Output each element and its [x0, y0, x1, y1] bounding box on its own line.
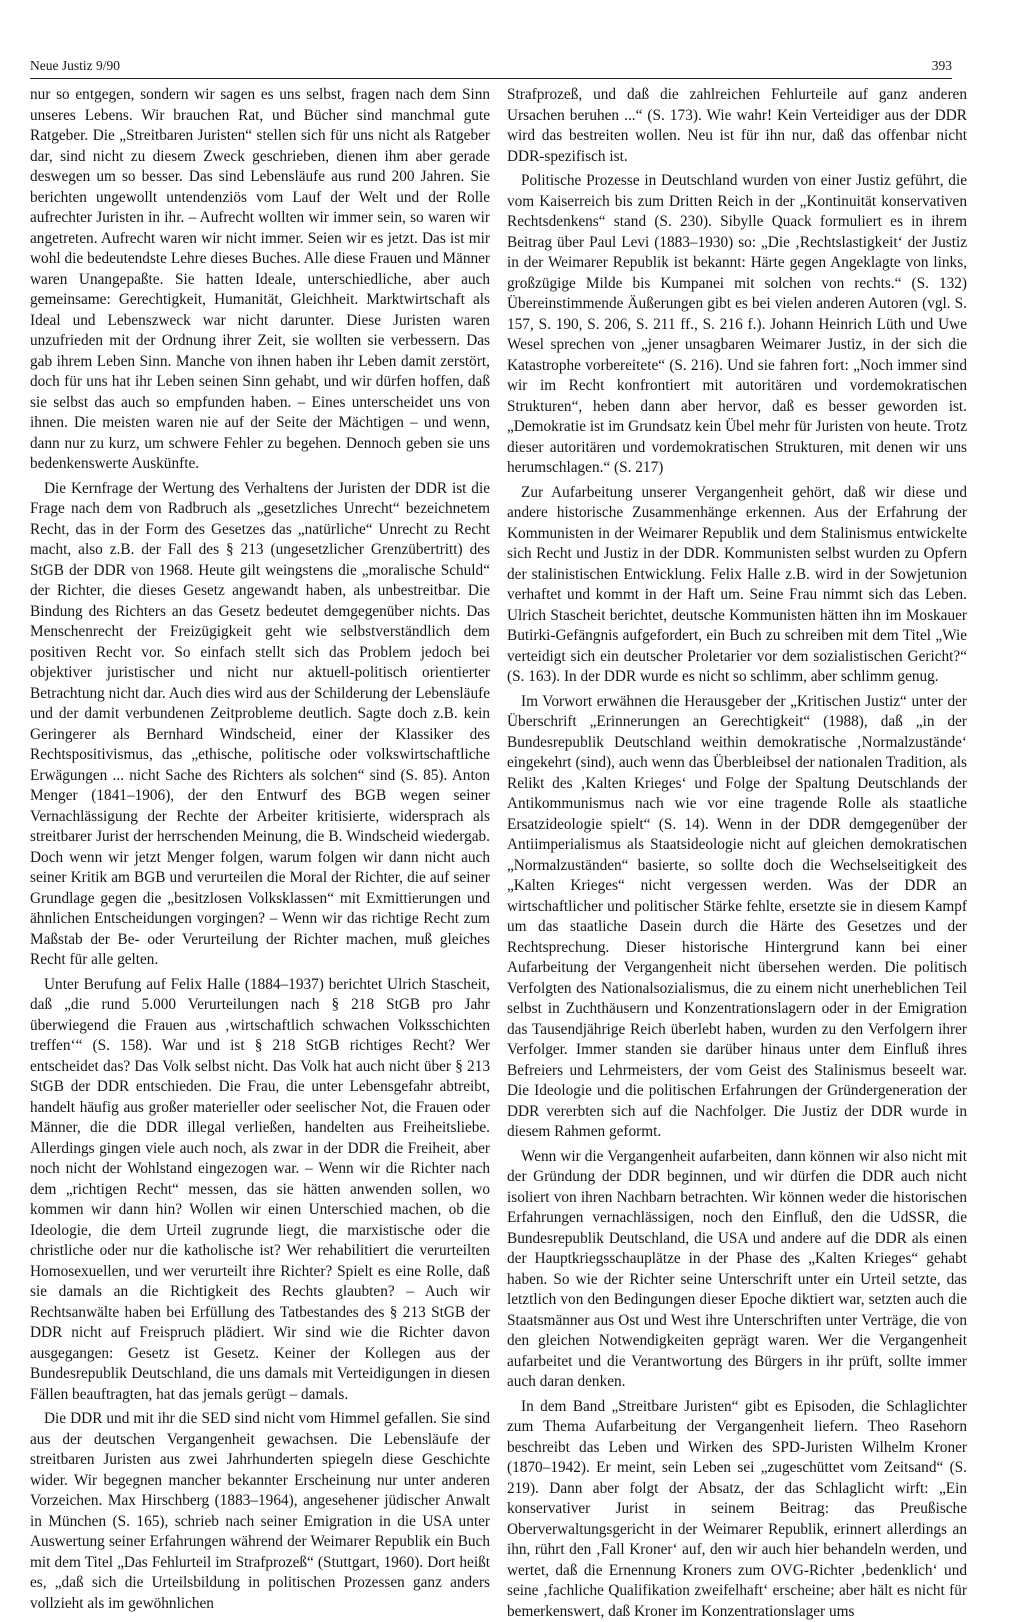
paragraph: Politische Prozesse in Deutschland wurden von einer Justiz geführt, die vom Kaiserreich bis zum Dritten Reich in der „Kontinuität konservativen Rechtsdenkens“ stand (S. 230). Sibylle Quack formuliert es in ihrem Beitrag über Paul Levi (1883–1930) so: „Die ‚Rechtslastigkeit‘ der Justiz in der Weimarer Republik ist bekannt: Härte gegen Angeklagte von links, großzügige Milde bis Kumpanei mit solchen von rechts.“ (S. 132) Übereinstimmende Äußerungen gibt es bei vielen anderen Autoren (vgl. S. 157, S. 190, S. 206, S. 211 ff., S. 216 f.). Johann Heinrich Lüth und Uwe Wesel sprechen von „jener unsagbaren Weimarer Justiz, in der sich die Katastrophe vorbereitete“ (S. 216). Und sie fahren fort: „Noch immer sind wir im Recht konfrontiert mit autoritären und vordemokratischen Strukturen“, heben dann aber hervor, daß es besser geworden ist. „Demokratie ist im Grundsatz kein Übel mehr für Juristen von heute. Trotz dieser autoritären und vordemokratischen Strukturen, mit denen wir uns herumschlagen.“ (S. 217)	[507, 171, 967, 479]
journal-issue: Neue Justiz 9/90	[30, 58, 120, 74]
paragraph: nur so entgegen, sondern wir sagen es uns selbst, fragen nach dem Sinn unseres Lebens. Wir brauchen Rat, und Bücher sind manchmal gute Ratgeber. Die „Streitbaren Juristen“ stellen sich für uns nicht als Ratgeber dar, sind nicht zu diesem Zweck geschrieben, dienen ihm aber gerade deswegen um so besser. Das sind Lebensläufe aus rund 200 Jahren. Sie berichten ungewollt untendenziös vom Lauf der Welt und der Rolle aufrechter Juristen in ihr. – Aufrecht wollten wir immer sein, so waren wir angetreten. Aufrecht waren wir nicht immer. Seien wir es jetzt. Das ist mir wohl die bedeutendste Lehre dieses Buches. Alle diese Frauen und Männer waren Unangepaßte. Sie hatten Ideale, unterschiedliche, aber auch gemeinsame: Gerechtigkeit, Humanität, Gleichheit. Marktwirtschaft als Ideal und Lebenszweck war nicht darunter. Diese Juristen waren unzufrieden mit der Ordnung ihrer Zeit, sie wollten sie verbessern. Das gab ihrem Leben Sinn. Manche von ihnen haben ihr Leben damit zerstört, doch für uns hat ihr Leben seinen Sinn gehabt, und wir dürfen hoffen, daß sie selbst das auch so empfunden haben. – Eines unterscheidet uns von ihnen. Die meisten waren nie auf der Seite der Mächtigen – und wenn, dann nur zu kurz, um schwere Fehler zu begehen. Dennoch geben sie uns bedenkenswerte Auskünfte.	[30, 85, 490, 475]
paragraph: Die DDR und mit ihr die SED sind nicht vom Himmel gefallen. Sie sind aus der deutschen Vergangenheit gewachsen. Die Lebensläufe der streitbaren Juristen aus zwei Jahrhunderten spiegeln diese Geschichte wider. Wir begegnen mancher bekannter Erscheinung nur unter anderen Vorzeichen. Max Hirschberg (1883–1964), angesehener jüdischer Anwalt in München (S. 165), schrieb nach seiner Emigration in die USA unter Auswertung seiner Erfahrungen während der Weimarer Republik ein Buch mit dem Titel „Das Fehlurteil im Strafprozeß“ (Stuttgart, 1960). Dort heißt es, „daß sich die Urteilsbildung in politischen Prozessen ganz anders vollzieht als im gewöhnlichen	[30, 1409, 490, 1614]
paragraph: Unter Berufung auf Felix Halle (1884–1937) berichtet Ulrich Stascheit, daß „die rund 5.000 Verurteilungen nach § 218 StGB pro Jahr überwiegend die Frauen aus ‚wirtschaftlich schwachen Volksschichten treffen‘“ (S. 158). War und ist § 218 StGB richtiges Recht? Wer entscheidet das? Das Volk selbst nicht. Das Volk hat auch nicht über § 213 StGB der DDR entschieden. Die Frau, die unter Lebensgefahr abtreibt, handelt häufig aus großer materieller oder seelischer Not, die Frauen oder Männer, die die DDR illegal verließen, handelten aus Freiheitsliebe. Allerdings gingen viele auch noch, als zwar in der DDR die Freiheit, aber noch nicht der Wohlstand eingezogen war. – Wenn wir die Richter nach dem „richtigen Recht“ messen, das sie hätten anwenden sollen, wo kommen wir dann hin? Wollen wir einen Unterschied machen, ob die Ideologie, die dem Urteil zugrunde liegt, die marxistische oder die christliche oder nur die katholische ist? Wer rehabilitiert die verurteilten Homosexuellen, und wer verurteilt ihre Richter? Spielt es eine Rolle, daß sie damals an die Richtigkeit des Rechts glaubten? – Auch wir Rechtsanwälte haben bei Erfüllung des Tatbestandes des § 213 StGB der DDR nicht auf Freispruch plädiert. Wir sind wie die Richter davon ausgegangen: Gesetz ist Gesetz. Keiner der Kollegen aus der Bundesrepublik Deutschland, die uns damals mit Verteidigungen in diesen Fällen beauftragten, hat das jemals gerügt – damals.	[30, 975, 490, 1406]
paragraph: Die Kernfrage der Wertung des Verhaltens der Juristen der DDR ist die Frage nach dem von Radbruch als „gesetzliches Unrecht“ bezeichnetem Recht, das in der Form des Gesetzes das „natürliche“ Unrecht zu Recht macht, also z.B. der Fall des § 213 (ungesetzlicher Grenzübertritt) des StGB der DDR von 1968. Heute gilt weingstens die „moralische Schuld“ der Richter, die dieses Gesetz angewandt haben, als unbestreitbar. Die Bindung des Richters an das Gesetz bedeutet demgegenüber nichts. Das Menschenrecht der Freizügigkeit geht wie selbstverständlich dem positiven Recht vor. So einfach stellt sich das Problem jedoch bei objektiver juristischer und nicht nur aktuell-politisch orientierter Betrachtung nicht dar. Auch dies wird aus der Schilderung der Lebensläufe und der damit verbundenen Zeitprobleme deutlich. Sagte doch z.B. kein Geringerer als Bernhard Windscheid, einer der Klassiker des Rechtspositivismus, das „ethische, politische oder volkswirtschaftliche Erwägungen ... nicht Sache des Richters als solchen“ sind (S. 85). Anton Menger (1841–1906), der den Entwurf des BGB wegen seiner Vernachlässigung der Rechte der Arbeiter kritisierte, widersprach als streitbarer Jurist der herrschenden Meinung, die B. Windscheid wiedergab. Doch wenn wir jetzt Menger folgen, warum folgen wir dann nicht auch seiner Kritik am BGB und verurteilen die Moral der Richter, die auf seiner Grundlage gegen die „besitzlosen Volksklassen“ mit Exmittierungen und ähnlichen Entscheidungen vorgingen? – Wenn wir das richtige Recht zum Maßstab der Be- oder Verurteilung der Richter machen, muß gleiches Recht für alle gelten.	[30, 479, 490, 971]
paragraph: Im Vorwort erwähnen die Herausgeber der „Kritischen Justiz“ unter der Überschrift „Erinnerungen an Gerechtigkeit“ (1988), daß „in der Bundesrepublik Deutschland weithin demokratische ‚Normalzustände‘ eingekehrt (sind), auch wenn das Überbleibsel der nationalen Tradition, als Relikt des ‚Kalten Krieges‘ und Folge der Spaltung Deutschlands der Antikommunismus nach wie vor eine tragende Rolle als staatliche Ersatzideologie spielt“ (S. 14). Wenn in der DDR demgegenüber der Antiimperialismus als Staatsideologie nicht auf gleichen demokratischen „Normalzuständen“ basierte, so sollte doch die Wechselseitigkeit des „Kalten Krieges“ nicht vergessen werden. Was der DDR an wirtschaftlicher und politischer Stärke fehlte, ersetzte sie in diesem Kampf um das staatliche Dasein durch die Härte des Gesetzes und der Rechtsprechung. Dieser historische Hintergrund kann bei einer Aufarbeitung der Vergangenheit nicht übersehen werden. Die politisch Verfolgten des Nationalsozialismus, die zu einem nicht unerheblichen Teil selbst in Zuchthäusern und Konzentrationslagern oder in der Emigration das Tausendjährige Reich überlebt haben, wurden zu den Verfolgern ihrer Verfolger. Immer standen sie darüber hinaus unter dem Einfluß ihres Befreiers und Lehrmeisters, der vom Geist des Stalinismus beseelt war. Die Ideologie und die politischen Erfahrungen der Gründergeneration der DDR vererbten sich auf die Nachfolger. Die Justiz der DDR wurde in diesem Rahmen geformt.	[507, 692, 967, 1143]
paragraph: In dem Band „Streitbare Juristen“ gibt es Episoden, die Schlaglichter zum Thema Aufarbeitung der Vergangenheit liefern. Theo Rasehorn beschreibt das Leben und Wirken des SPD-Juristen Wilhelm Kroner (1870–1942). Er meint, sein Leben sei „zugeschüttet vom Zeitsand“ (S. 219). Dann aber folgt der Absatz, der das Schlaglicht wirft: „Ein konservativer Jurist in seinem Beitrag: das Preußische Oberverwaltungsgericht in der Weimarer Republik, erinnert allerdings an ihn, rührt den ‚Fall Kroner‘ auf, den wir auch hier behandeln werden, und wertet, daß die Ernennung Kroners zum OVG-Richter ‚bedenklich‘ und seine ‚fachliche Qualifikation zweifelhaft‘ erscheine; aber hält es nicht für bemerkenswert, daß Kroner im Konzentrationslager ums	[507, 1397, 967, 1622]
paragraph: Zur Aufarbeitung unserer Vergangenheit gehört, daß wir diese und andere historische Zusammenhänge erkennen. Aus der Erfahrung der Kommunisten in der Weimarer Republik und dem Stalinismus entwickelte sich Recht und Justiz in der DDR. Kommunisten selbst wurden zu Opfern der stalinistischen Entwicklung. Felix Halle z.B. wird in der Sowjetunion verhaftet und kommt in der Haft um. Seine Frau nimmt sich das Leben. Ulrich Stascheit berichtet, deutsche Kommunisten hätten ihn im Moskauer Butirki-Gefängnis aufgefordert, ein Buch zu schreiben mit dem Titel „Wie verteidigt sich ein deutscher Proletarier vor dem sozialistischen Gericht?“ (S. 163). In der DDR wurde es nicht so schlimm, aber schlimm genug.	[507, 483, 967, 688]
paragraph: Wenn wir die Vergangenheit aufarbeiten, dann können wir also nicht mit der Gründung der DDR beginnen, und wir dürfen die DDR auch nicht isoliert von ihren Nachbarn betrachten. Wir können weder die historischen Erfahrungen vernachlässigen, noch den Einfluß, den die UdSSR, die Bundesrepublik Deutschland, die USA und andere auf die DDR als einen der Hauptkriegsschauplätze in der Phase des „Kalten Krieges“ gehabt haben. So wie der Richter seine Unterschrift unter ein Urteil setzte, das letztlich von den Bedingungen dieser Epoche diktiert war, setzten auch die Staatsmänner aus Ost und West ihre Unterschriften unter Verträge, die von den gleichen Notwendigkeiten geprägt waren. Wer die Vergangenheit aufarbeitet und die Verantwortung des Bürgers in ihr prüft, sollte immer auch daran denken.	[507, 1147, 967, 1393]
paragraph: Strafprozeß, und daß die zahlreichen Fehlurteile auf ganz anderen Ursachen beruhen ...“ (S. 173). Wie wahr! Kein Verteidiger aus der DDR wird das bestreiten wollen. Neu ist für ihn nur, daß das offenbar nicht DDR-spezifisch ist.	[507, 85, 967, 167]
running-head	[30, 56, 952, 79]
right-column	[507, 85, 967, 1465]
left-column	[30, 85, 490, 1465]
page-number: 393	[932, 58, 952, 74]
